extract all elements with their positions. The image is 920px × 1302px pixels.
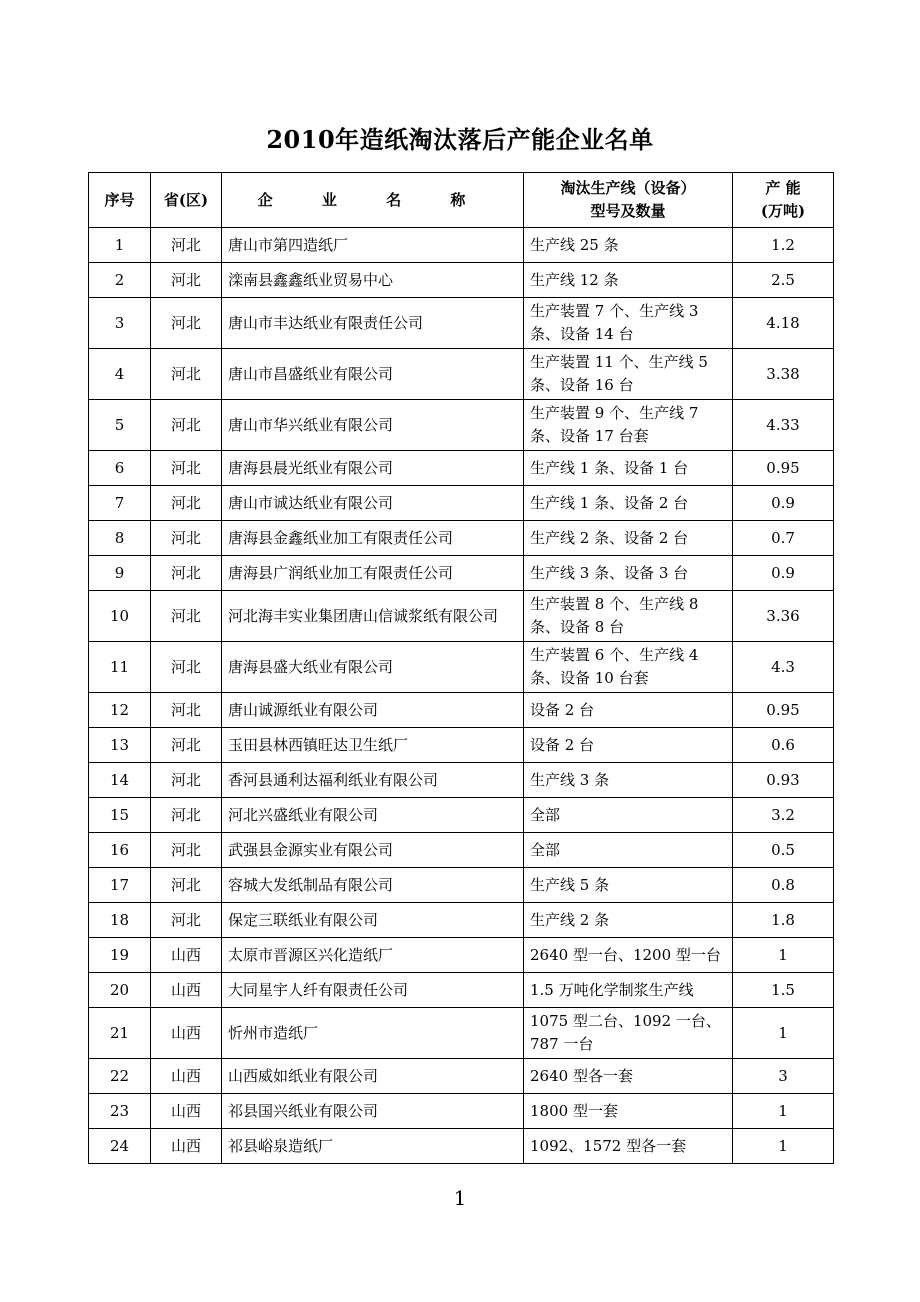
cell-line: 设备 2 台 [524,693,733,728]
cell-province: 山西 [151,938,222,973]
header-line [524,173,733,228]
header-capacity [733,173,834,228]
table-row [89,868,834,903]
cell-capacity: 0.6 [733,728,834,763]
cell-no: 1 [89,228,151,263]
cell-no: 15 [89,798,151,833]
table-row [89,228,834,263]
table-row [89,1008,834,1059]
table-header-row [89,173,834,228]
cell-line: 生产线 25 条 [524,228,733,263]
cell-province: 河北 [151,228,222,263]
document-title: 2010年造纸淘汰落后产能企业名单 [266,125,654,154]
cell-capacity: 2.5 [733,263,834,298]
table-row [89,938,834,973]
cell-no: 12 [89,693,151,728]
cell-line: 1075 型二台、1092 一台、787 一台 [524,1008,733,1059]
header-capacity-1: 产 能 [765,179,801,197]
cell-capacity: 0.5 [733,833,834,868]
cell-no: 7 [89,486,151,521]
cell-no: 5 [89,400,151,451]
cell-line: 生产线 1 条、设备 2 台 [524,486,733,521]
cell-company: 唐海县盛大纸业有限公司 [222,642,524,693]
cell-no: 10 [89,591,151,642]
cell-company: 忻州市造纸厂 [222,1008,524,1059]
cell-capacity: 1 [733,938,834,973]
cell-capacity: 3.36 [733,591,834,642]
cell-province: 山西 [151,1094,222,1129]
cell-no: 18 [89,903,151,938]
cell-line: 生产线 1 条、设备 1 台 [524,451,733,486]
cell-capacity: 1.8 [733,903,834,938]
cell-line: 生产装置 11 个、生产线 5 条、设备 16 台 [524,349,733,400]
cell-province: 山西 [151,1008,222,1059]
cell-company: 保定三联纸业有限公司 [222,903,524,938]
cell-no: 3 [89,298,151,349]
table-row [89,1094,834,1129]
cell-company: 唐山市第四造纸厂 [222,228,524,263]
cell-province: 河北 [151,903,222,938]
cell-company: 武强县金源实业有限公司 [222,833,524,868]
cell-province: 河北 [151,833,222,868]
cell-province: 河北 [151,263,222,298]
cell-no: 20 [89,973,151,1008]
table-row [89,400,834,451]
cell-company: 唐山市诚达纸业有限公司 [222,486,524,521]
table-row [89,833,834,868]
cell-company: 河北海丰实业集团唐山信诚浆纸有限公司 [222,591,524,642]
cell-province: 河北 [151,693,222,728]
cell-province: 河北 [151,298,222,349]
cell-capacity: 1.2 [733,228,834,263]
cell-line: 生产线 2 条、设备 2 台 [524,521,733,556]
cell-capacity: 1 [733,1129,834,1164]
table-row [89,556,834,591]
cell-capacity: 4.18 [733,298,834,349]
table-row [89,1129,834,1164]
table-row [89,1059,834,1094]
cell-line: 生产线 5 条 [524,868,733,903]
cell-province: 河北 [151,798,222,833]
cell-capacity: 0.7 [733,521,834,556]
cell-line: 全部 [524,798,733,833]
cell-no: 8 [89,521,151,556]
table-row [89,903,834,938]
table-row [89,298,834,349]
cell-capacity: 1 [733,1094,834,1129]
cell-capacity: 0.9 [733,556,834,591]
cell-company: 滦南县鑫鑫纸业贸易中心 [222,263,524,298]
cell-capacity: 3 [733,1059,834,1094]
cell-province: 河北 [151,451,222,486]
cell-province: 河北 [151,868,222,903]
header-company: 企 业 名 称 [222,173,524,228]
cell-no: 9 [89,556,151,591]
cell-province: 山西 [151,973,222,1008]
cell-capacity: 4.33 [733,400,834,451]
cell-province: 河北 [151,486,222,521]
cell-capacity: 0.95 [733,451,834,486]
cell-company: 香河县通利达福利纸业有限公司 [222,763,524,798]
table-body [89,228,834,1164]
cell-line: 生产装置 9 个、生产线 7 条、设备 17 台套 [524,400,733,451]
cell-province: 河北 [151,521,222,556]
cell-no: 6 [89,451,151,486]
cell-no: 2 [89,263,151,298]
header-capacity-2: (万吨) [760,202,806,220]
cell-company: 唐海县晨光纸业有限公司 [222,451,524,486]
cell-company: 祁县国兴纸业有限公司 [222,1094,524,1129]
cell-no: 24 [89,1129,151,1164]
cell-company: 唐山市丰达纸业有限责任公司 [222,298,524,349]
cell-capacity: 1.5 [733,973,834,1008]
cell-capacity: 1 [733,1008,834,1059]
cell-company: 唐海县广润纸业加工有限责任公司 [222,556,524,591]
cell-no: 23 [89,1094,151,1129]
cell-capacity: 4.3 [733,642,834,693]
cell-no: 4 [89,349,151,400]
table-row [89,486,834,521]
cell-no: 13 [89,728,151,763]
cell-company: 山西威如纸业有限公司 [222,1059,524,1094]
cell-province: 河北 [151,728,222,763]
cell-province: 山西 [151,1129,222,1164]
cell-province: 河北 [151,763,222,798]
cell-line: 生产线 3 条 [524,763,733,798]
cell-line: 生产装置 6 个、生产线 4 条、设备 10 台套 [524,642,733,693]
cell-no: 14 [89,763,151,798]
header-line-2: 型号及数量 [590,202,666,220]
table-row [89,349,834,400]
cell-capacity: 3.2 [733,798,834,833]
cell-capacity: 3.38 [733,349,834,400]
cell-company: 唐山诚源纸业有限公司 [222,693,524,728]
cell-line: 生产线 12 条 [524,263,733,298]
table-row [89,728,834,763]
cell-line: 1092、1572 型各一套 [524,1129,733,1164]
company-table [88,172,834,1164]
cell-capacity: 0.95 [733,693,834,728]
header-province: 省(区) [151,173,222,228]
cell-province: 河北 [151,400,222,451]
cell-capacity: 0.9 [733,486,834,521]
cell-line: 1.5 万吨化学制浆生产线 [524,973,733,1008]
cell-company: 容城大发纸制品有限公司 [222,868,524,903]
cell-company: 祁县峪泉造纸厂 [222,1129,524,1164]
table-row [89,763,834,798]
page-number: 1 [453,1186,467,1210]
cell-line: 生产线 2 条 [524,903,733,938]
table-row [89,591,834,642]
cell-no: 17 [89,868,151,903]
cell-no: 16 [89,833,151,868]
table-row [89,642,834,693]
cell-company: 玉田县林西镇旺达卫生纸厂 [222,728,524,763]
cell-province: 山西 [151,1059,222,1094]
cell-province: 河北 [151,556,222,591]
table-row [89,263,834,298]
cell-line: 1800 型一套 [524,1094,733,1129]
cell-line: 全部 [524,833,733,868]
table-row [89,693,834,728]
cell-no: 21 [89,1008,151,1059]
cell-company: 唐海县金鑫纸业加工有限责任公司 [222,521,524,556]
cell-capacity: 0.93 [733,763,834,798]
cell-company: 河北兴盛纸业有限公司 [222,798,524,833]
table-row [89,451,834,486]
cell-line: 2640 型一台、1200 型一台 [524,938,733,973]
cell-line: 生产装置 7 个、生产线 3 条、设备 14 台 [524,298,733,349]
cell-no: 11 [89,642,151,693]
table-row [89,521,834,556]
cell-company: 唐山市华兴纸业有限公司 [222,400,524,451]
cell-province: 河北 [151,349,222,400]
cell-line: 2640 型各一套 [524,1059,733,1094]
cell-line: 生产装置 8 个、生产线 8 条、设备 8 台 [524,591,733,642]
cell-province: 河北 [151,642,222,693]
cell-no: 19 [89,938,151,973]
header-no: 序号 [89,173,151,228]
table-row [89,798,834,833]
cell-line: 设备 2 台 [524,728,733,763]
cell-company: 大同星宇人纤有限责任公司 [222,973,524,1008]
cell-company: 唐山市昌盛纸业有限公司 [222,349,524,400]
cell-province: 河北 [151,591,222,642]
cell-company: 太原市晋源区兴化造纸厂 [222,938,524,973]
table-row [89,973,834,1008]
cell-capacity: 0.8 [733,868,834,903]
cell-line: 生产线 3 条、设备 3 台 [524,556,733,591]
header-line-1: 淘汰生产线（设备） [560,179,696,197]
cell-no: 22 [89,1059,151,1094]
